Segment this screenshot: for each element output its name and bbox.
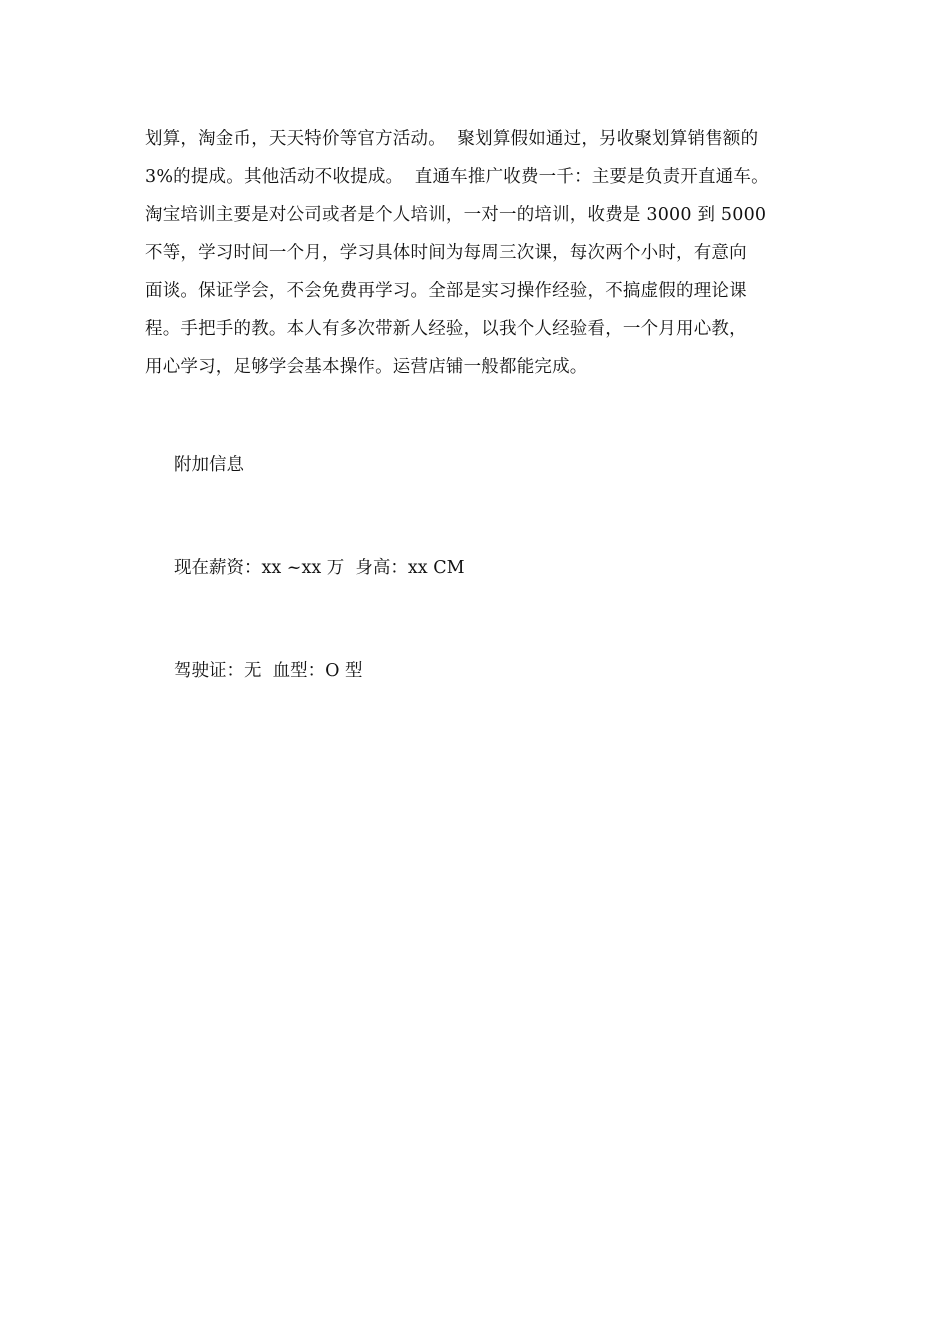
body-paragraph <box>145 120 825 386</box>
body-line-5: 面谈。保证学会，不会免费再学习。全部是实习操作经验，不搞虚假的理论课 <box>145 281 747 301</box>
salary-height-line: 现在薪资：xx ~xx 万 身高：xx CM <box>174 558 465 578</box>
body-line-3: 淘宝培训主要是对公司或者是个人培训，一对一的培训，收费是 3000 到 5000 <box>145 205 767 225</box>
body-line-4: 不等，学习时间一个月，学习具体时间为每周三次课，每次两个小时，有意向 <box>145 243 747 263</box>
additional-info-heading: 附加信息 <box>174 455 244 475</box>
body-line-2: 3%的提成。其他活动不收提成。 直通车推广收费一千：主要是负责开直通车。 <box>145 167 769 187</box>
body-line-7: 用心学习，足够学会基本操作。运营店铺一般都能完成。 <box>145 357 588 377</box>
body-line-1: 划算，淘金币，天天特价等官方活动。 聚划算假如通过，另收聚划算销售额的 <box>145 129 759 149</box>
body-line-6: 程。手把手的教。本人有多次带新人经验，以我个人经验看，一个月用心教， <box>145 319 747 339</box>
license-bloodtype-line: 驾驶证：无 血型：O 型 <box>174 661 363 681</box>
